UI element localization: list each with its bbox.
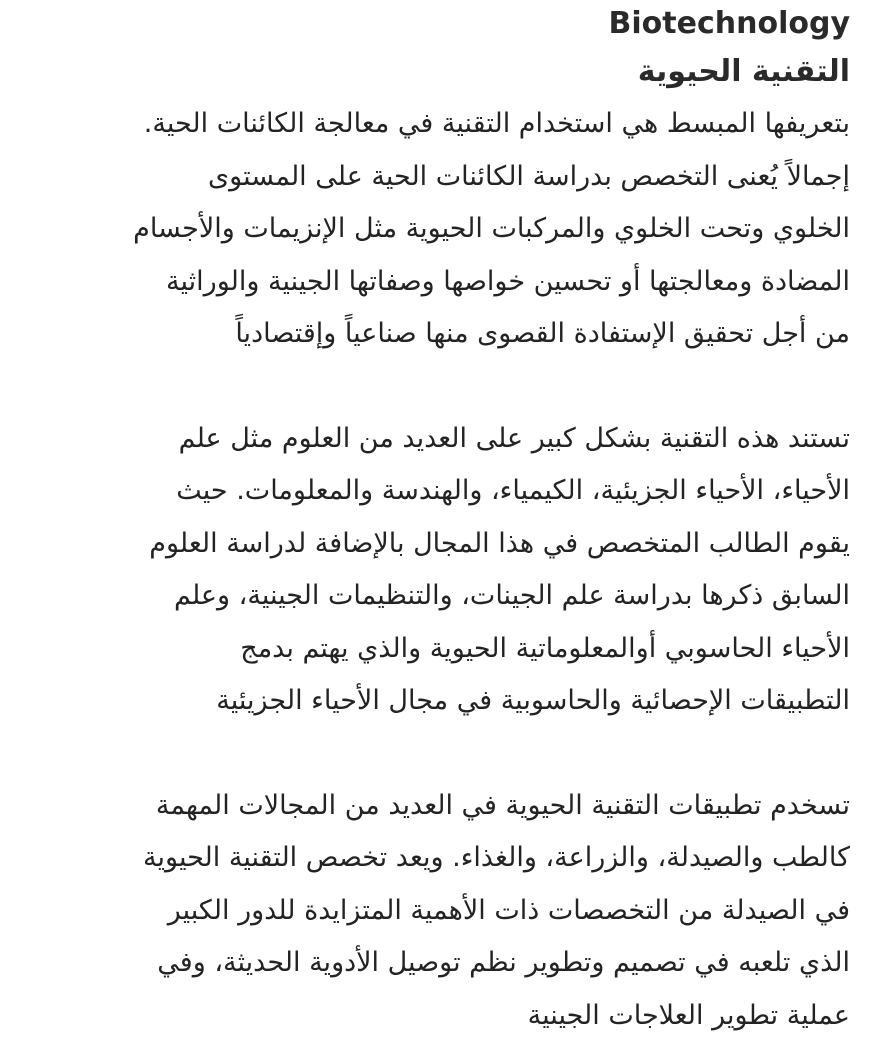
paragraph-sciences bbox=[18, 413, 850, 728]
text-line: الأحياء الحاسوبي أوالمعلوماتية الحيوية والذي يهتم بدمج bbox=[18, 623, 850, 676]
text-line: يقوم الطالب المتخصص في هذا المجال بالإضافة لدراسة العلوم bbox=[18, 518, 850, 571]
paragraph-applications bbox=[18, 780, 850, 1042]
paragraph-spacer bbox=[18, 728, 850, 780]
text-line: بتعريفها المبسط هي استخدام التقنية في معالجة الكائنات الحية. bbox=[18, 98, 850, 151]
text-line: كالطب والصيدلة، والزراعة، والغذاء. ويعد تخصص التقنية الحيوية bbox=[18, 832, 850, 885]
text-line: عملية تطوير العلاجات الجينية bbox=[18, 990, 850, 1042]
text-line: الذي تلعبه في تصميم وتطوير نظم توصيل الأدوية الحديثة، وفي bbox=[18, 937, 850, 990]
text-line: التطبيقات الإحصائية والحاسوبية في مجال الأحياء الجزيئية bbox=[18, 675, 850, 728]
text-line: المضادة ومعالجتها أو تحسين خواصها وصفاتها الجينية والوراثية bbox=[18, 256, 850, 309]
text-line: تستند هذه التقنية بشكل كبير على العديد من العلوم مثل علم bbox=[18, 413, 850, 466]
text-line: تسخدم تطبيقات التقنية الحيوية في العديد من المجالات المهمة bbox=[18, 780, 850, 833]
paragraph-definition bbox=[18, 98, 850, 361]
text-line: إجمالاً يُعنى التخصص بدراسة الكائنات الحية على المستوى bbox=[18, 151, 850, 204]
text-line: من أجل تحقيق الإستفادة القصوى منها صناعياً وإقتصادياً bbox=[18, 308, 850, 361]
text-line: الخلوي وتحت الخلوي والمركبات الحيوية مثل الإنزيمات والأجسام bbox=[18, 203, 850, 256]
text-line: الأحياء، الأحياء الجزيئية، الكيمياء، والهندسة والمعلومات. حيث bbox=[18, 465, 850, 518]
paragraph-spacer bbox=[18, 361, 850, 413]
title-english: Biotechnology bbox=[18, 0, 850, 46]
text-line: السابق ذكرها بدراسة علم الجينات، والتنظيمات الجينية، وعلم bbox=[18, 570, 850, 623]
title-arabic: التقنية الحيوية bbox=[18, 46, 850, 98]
text-line: في الصيدلة من التخصصات ذات الأهمية المتزايدة للدور الكبير bbox=[18, 885, 850, 938]
